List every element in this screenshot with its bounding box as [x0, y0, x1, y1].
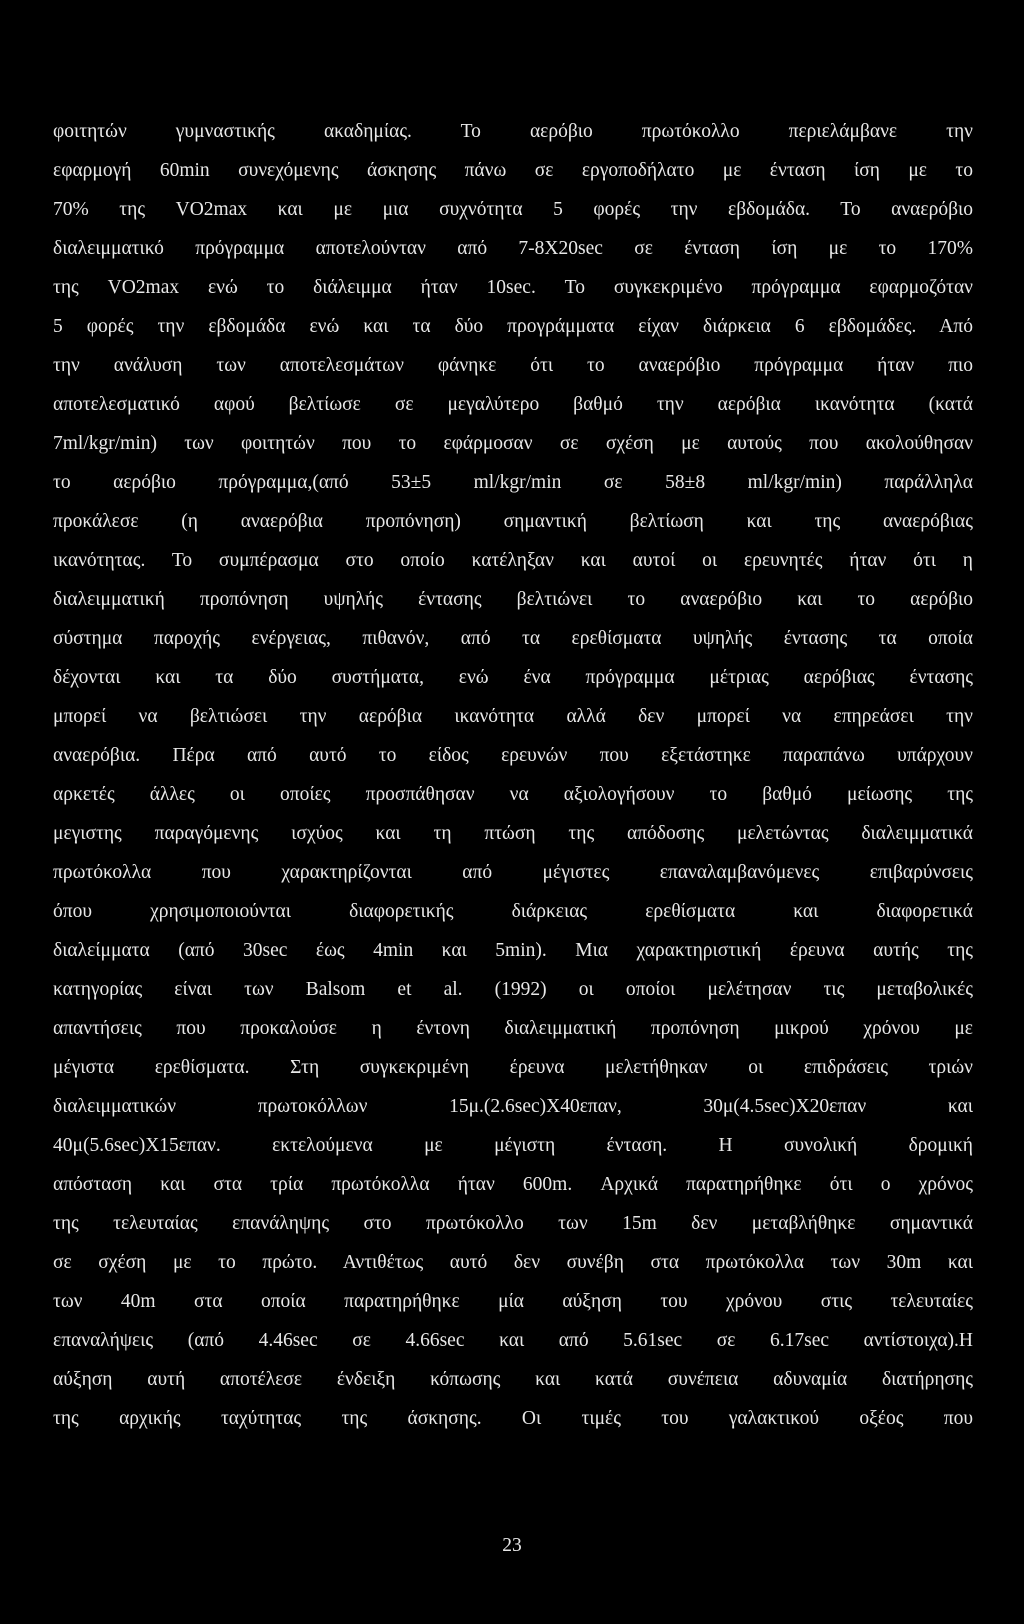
text-line-18: αρκετές άλλες οι οποίες προσπάθησαν να αξιολογήσουν το βαθμό μείωσης της	[53, 784, 973, 805]
text-line-7: την ανάλυση των αποτελεσμάτων φάνηκε ότι το αναερόβιο πρόγραμμα ήταν πιο	[53, 355, 973, 376]
text-line-26: διαλειμματικών πρωτοκόλλων 15μ.(2.6sec)X40επαν, 30μ(4.5sec)X20επαν και	[53, 1096, 973, 1117]
text-line-17: αναερόβια. Πέρα από αυτό το είδος ερευνών που εξετάστηκε παραπάνω υπάρχουν	[53, 745, 973, 766]
text-line-31: των 40m στα οποία παρατηρήθηκε μία αύξηση του χρόνου στις τελευταίες	[53, 1291, 973, 1312]
text-line-9: 7ml/kgr/min) των φοιτητών που το εφάρμοσαν σε σχέση με αυτούς που ακολούθησαν	[53, 433, 973, 454]
page-number: 23	[502, 1535, 522, 1556]
text-line-8: αποτελεσματικό αφού βελτίωσε σε μεγαλύτερο βαθμό την αερόβια ικανότητα (κατά	[53, 394, 973, 415]
text-line-12: ικανότητας. Το συμπέρασμα στο οποίο κατέληξαν και αυτοί οι ερευνητές ήταν ότι η	[53, 550, 973, 571]
text-line-22: διαλείμματα (από 30sec έως 4min και 5min). Μια χαρακτηριστική έρευνα αυτής της	[53, 940, 973, 961]
text-line-25: μέγιστα ερεθίσματα. Στη συγκεκριμένη έρευνα μελετήθηκαν οι επιδράσεις τριών	[53, 1057, 973, 1078]
text-line-5: της VO2max ενώ το διάλειμμα ήταν 10sec. Το συγκεκριμένο πρόγραμμα εφαρμοζόταν	[53, 277, 973, 298]
text-line-14: σύστημα παροχής ενέργειας, πιθανόν, από τα ερεθίσματα υψηλής έντασης τα οποία	[53, 628, 973, 649]
text-line-28: απόσταση και στα τρία πρωτόκολλα ήταν 600m. Αρχικά παρατηρήθηκε ότι ο χρόνος	[53, 1174, 973, 1195]
text-line-15: δέχονται και τα δύο συστήματα, ενώ ένα πρόγραμμα μέτριας αερόβιας έντασης	[53, 667, 973, 688]
document-body	[53, 112, 973, 1438]
text-line-19: μεγιστης παραγόμενης ισχύος και τη πτώση της απόδοσης μελετώντας διαλειμματικά	[53, 823, 973, 844]
text-line-10: το αερόβιο πρόγραμμα,(από 53±5 ml/kgr/min σε 58±8 ml/kgr/min) παράλληλα	[53, 472, 973, 493]
text-line-4: διαλειμματικό πρόγραμμα αποτελούνταν από 7-8X20sec σε ένταση ίση με το 170%	[53, 238, 973, 259]
text-line-1: φοιτητών γυμναστικής ακαδημίας. Το αερόβιο πρωτόκολλο περιελάμβανε την	[53, 121, 973, 142]
text-line-27: 40μ(5.6sec)X15επαν. εκτελούμενα με μέγιστη ένταση. Η συνολική δρομική	[53, 1135, 973, 1156]
text-line-21: όπου χρησιμοποιούνται διαφορετικής διάρκειας ερεθίσματα και διαφορετικά	[53, 901, 973, 922]
text-line-29: της τελευταίας επανάληψης στο πρωτόκολλο των 15m δεν μεταβλήθηκε σημαντικά	[53, 1213, 973, 1234]
text-line-2: εφαρμογή 60min συνεχόμενης άσκησης πάνω σε εργοποδήλατο με ένταση ίση με το	[53, 160, 973, 181]
text-line-3: 70% της VO2max και με μια συχνότητα 5 φορές την εβδομάδα. Το αναερόβιο	[53, 199, 973, 220]
text-line-23: κατηγορίας είναι των Balsom et al. (1992) οι οποίοι μελέτησαν τις μεταβολικές	[53, 979, 973, 1000]
text-line-13: διαλειμματική προπόνηση υψηλής έντασης βελτιώνει το αναερόβιο και το αερόβιο	[53, 589, 973, 610]
text-line-34: της αρχικής ταχύτητας της άσκησης. Οι τιμές του γαλακτικού οξέος που	[53, 1408, 973, 1429]
text-line-30: σε σχέση με το πρώτο. Αντιθέτως αυτό δεν συνέβη στα πρωτόκολλα των 30m και	[53, 1252, 973, 1273]
text-line-11: προκάλεσε (η αναερόβια προπόνηση) σημαντική βελτίωση και της αναερόβιας	[53, 511, 973, 532]
text-line-6: 5 φορές την εβδομάδα ενώ και τα δύο προγράμματα είχαν διάρκεια 6 εβδομάδες. Από	[53, 316, 973, 337]
text-line-32: επαναλήψεις (από 4.46sec σε 4.66sec και από 5.61sec σε 6.17sec αντίστοιχα).Η	[53, 1330, 973, 1351]
text-line-24: απαντήσεις που προκαλούσε η έντονη διαλειμματική προπόνηση μικρού χρόνου με	[53, 1018, 973, 1039]
text-line-20: πρωτόκολλα που χαρακτηρίζονται από μέγιστες επαναλαμβανόμενες επιβαρύνσεις	[53, 862, 973, 883]
text-line-16: μπορεί να βελτιώσει την αερόβια ικανότητα αλλά δεν μπορεί να επηρεάσει την	[53, 706, 973, 727]
text-line-33: αύξηση αυτή αποτέλεσε ένδειξη κόπωσης και κατά συνέπεια αδυναμία διατήρησης	[53, 1369, 973, 1390]
